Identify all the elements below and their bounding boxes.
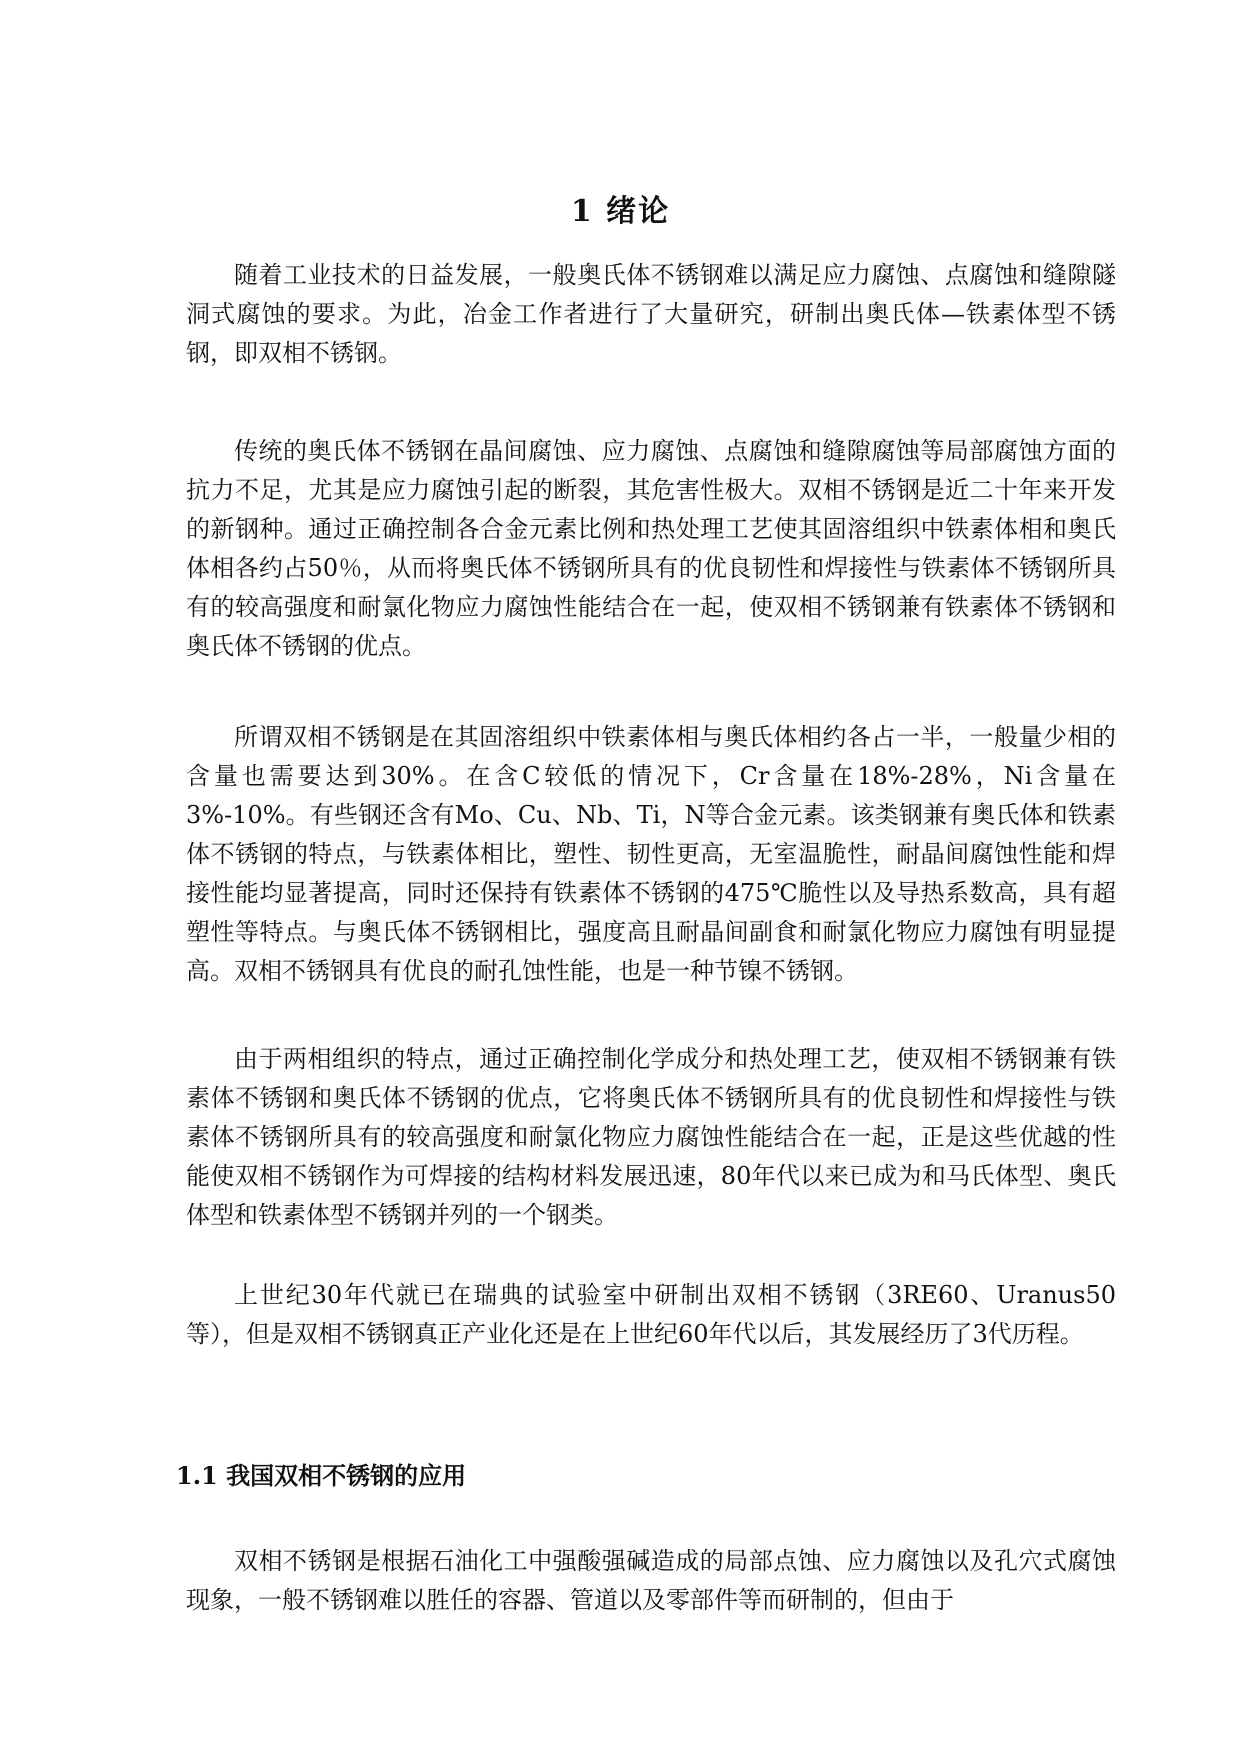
paragraph-2: 传统的奥氏体不锈钢在晶间腐蚀、应力腐蚀、点腐蚀和缝隙腐蚀等局部腐蚀方面的抗力不足，尤其是应力腐蚀引起的断裂，其危害性极大。双相不锈钢是近二十年来开发的新钢种。通过正确控制各合金元素比例和热处理工艺使其固溶组织中铁素体相和奥氏体相各约占50％，从而将奥氏体不锈钢所具有的优良韧性和焊接性与铁素体不锈钢所具有的较高强度和耐氯化物应力腐蚀性能结合在一起，使双相不锈钢兼有铁素体不锈钢和奥氏体不锈钢的优点。 xyxy=(186,437,1116,660)
section-heading: 1.1 我国双相不锈钢的应用 xyxy=(176,1461,467,1490)
paragraph-4: 由于两相组织的特点，通过正确控制化学成分和热处理工艺，使双相不锈钢兼有铁素体不锈钢和奥氏体不锈钢的优点，它将奥氏体不锈钢所具有的优良韧性和焊接性与铁素体不锈钢所具有的较高强度和耐氯化物应力腐蚀性能结合在一起，正是这些优越的性能使双相不锈钢作为可焊接的结构材料发展迅速，80年代以来已成为和马氏体型、奥氏体型和铁素体型不锈钢并列的一个钢类。 xyxy=(186,1045,1116,1229)
section-paragraph: 双相不锈钢是根据石油化工中强酸强碱造成的局部点蚀、应力腐蚀以及孔穴式腐蚀现象，一般不锈钢难以胜任的容器、管道以及零部件等而研制的，但由于 xyxy=(186,1547,1116,1614)
paragraph-3: 所谓双相不锈钢是在其固溶组织中铁素体相与奥氏体相约各占一半，一般量少相的含量也需要达到30%。在含C较低的情况下，Cr含量在18%-28%，Ni含量在3%-10%。有些钢还含有Mo、Cu、Nb、Ti，N等合金元素。该类钢兼有奥氏体和铁素体不锈钢的特点，与铁素体相比，塑性、韧性更高，无室温脆性，耐晶间腐蚀性能和焊接性能均显著提高，同时还保持有铁素体不锈钢的475℃脆性以及导热系数高，具有超塑性等特点。与奥氏体不锈钢相比，强度高且耐晶间副食和耐氯化物应力腐蚀有明显提高。双相不锈钢具有优良的耐孔蚀性能，也是一种节镍不锈钢。 xyxy=(186,723,1116,985)
paragraph-1: 随着工业技术的日益发展，一般奥氏体不锈钢难以满足应力腐蚀、点腐蚀和缝隙隧洞式腐蚀的要求。为此，冶金工作者进行了大量研究，研制出奥氏体—铁素体型不锈钢，即双相不锈钢。 xyxy=(186,261,1116,367)
paragraph-5: 上世纪30年代就已在瑞典的试验室中研制出双相不锈钢（3RE60、Uranus50等），但是双相不锈钢真正产业化还是在上世纪60年代以后，其发展经历了3代历程。 xyxy=(186,1281,1116,1348)
chapter-title: 1 绪论 xyxy=(570,194,671,229)
